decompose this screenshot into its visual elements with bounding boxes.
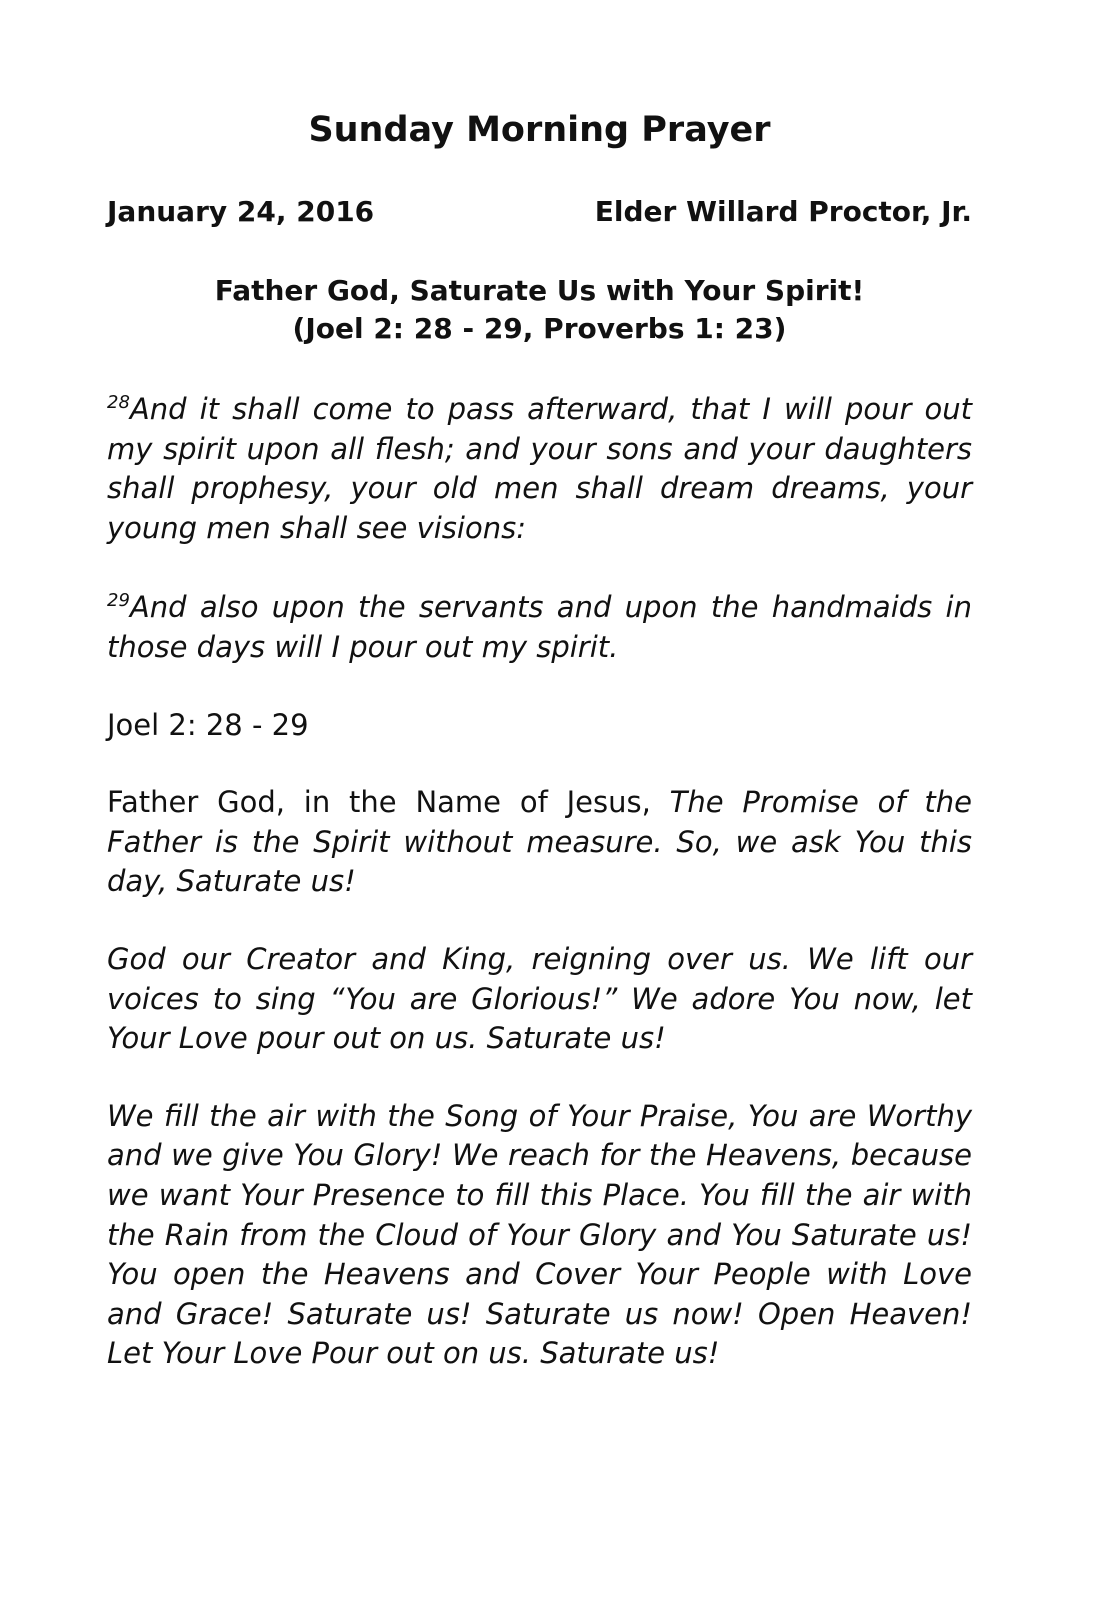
date-author-line <box>107 194 972 230</box>
prayer-paragraph-1 <box>107 783 972 902</box>
sermon-date: January 24, 2016 <box>107 195 375 228</box>
prayer-1-italic-text: The Promise of the Father is the Spirit without measure. So, we ask You this day, Saturate us! <box>107 785 973 899</box>
verse-28-text: And it shall come to pass afterward, that I will pour out my spirit upon all flesh; and your sons and your daughters shall prophesy, your old men shall dream dreams, your young men shall see visions: <box>107 392 972 545</box>
verse-29-text: And also upon the servants and upon the handmaids in those days will I pour out my spirit. <box>107 590 972 664</box>
verse-29-paragraph <box>107 588 972 667</box>
prayer-heading-reference: (Joel 2: 28 - 29, Proverbs 1: 23) <box>292 312 787 345</box>
scripture-reference: Joel 2: 28 - 29 <box>107 707 309 742</box>
prayer-paragraph-2: God our Creator and King, reigning over us. We lift our voices to sing “You are Glorious!” We adore You now, let Your Love pour out on us. Saturate us! <box>107 941 972 1056</box>
verse-28-paragraph <box>107 390 972 548</box>
prayer-heading <box>107 272 972 348</box>
prayer-heading-title: Father God, Saturate Us with Your Spirit! <box>214 274 865 307</box>
sermon-author: Elder Willard Proctor, Jr. <box>594 195 972 228</box>
verse-29-number: 29 <box>107 590 130 612</box>
verse-28-number: 28 <box>107 392 130 413</box>
prayer-paragraph-3: We fill the air with the Song of Your Praise, You are Worthy and we give You Glory! We reach for the Heavens, because we want Your Presence to fill this Place. You fill the air with the Rain from the Cloud of Your Glory and You Saturate us! You open the Heavens and Cover Your People with Love and Grace! Saturate us! Saturate us now! Open Heaven! Let Your Love Pour out on us. Saturate us! <box>107 1098 972 1371</box>
document-title: Sunday Morning Prayer <box>308 110 771 150</box>
prayer-1-plain-text: Father God, in the Name of Jesus, <box>107 785 670 820</box>
